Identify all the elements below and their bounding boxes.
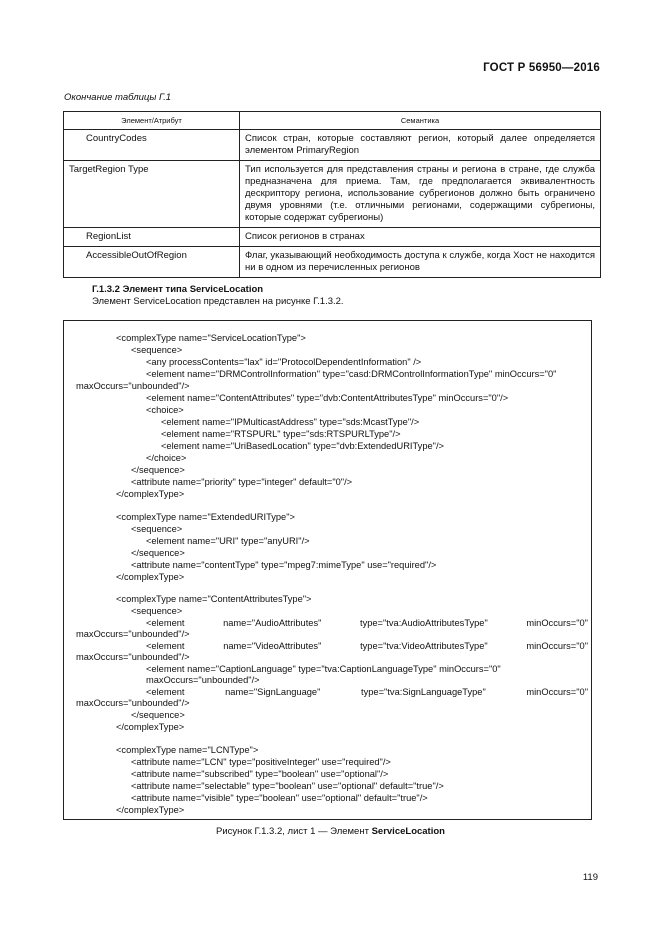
code-line: <attribute name="visible" type="boolean" use="optional" default="true"/>: [131, 793, 428, 803]
table-row: [64, 247, 601, 278]
code-token: <element: [146, 618, 185, 628]
code-line: </complexType>: [116, 722, 185, 732]
code-line: <complexType name="ServiceLocationType">: [116, 333, 306, 343]
table-row: [64, 130, 601, 161]
table-row: [64, 161, 601, 228]
code-line: <complexType name="ExtendedURIType">: [116, 512, 295, 522]
semantics-cell: Список стран, которые составляют регион, который далее определяется элементом PrimaryRegion: [240, 130, 601, 161]
page-number: 119: [582, 872, 598, 883]
code-line: [146, 686, 588, 698]
code-line: <element name="UriBasedLocation" type="dvb:ExtendedURIType"/>: [161, 441, 444, 451]
table-caption: Окончание таблицы Г.1: [64, 92, 172, 103]
figure-caption-element: ServiceLocation: [371, 826, 445, 837]
code-line: [146, 640, 588, 652]
element-name-cell: CountryCodes: [64, 130, 240, 161]
section-body: Элемент ServiceLocation представлен на рисунке Г.1.3.2.: [92, 296, 344, 307]
code-token: type="tva:SignLanguageType": [361, 687, 486, 697]
section-heading: Г.1.3.2 Элемент типа ServiceLocation: [92, 284, 264, 295]
code-line: </complexType>: [116, 805, 185, 815]
code-line: <element name="RTSPURL" type="sds:RTSPURLType"/>: [161, 429, 401, 439]
code-line: maxOccurs="unbounded"/>: [146, 675, 260, 685]
code-line: <attribute name="priority" type="integer" default="0"/>: [131, 477, 353, 487]
column-header-semantics: Семантика: [240, 112, 601, 130]
code-line: <element name="CaptionLanguage" type="tva:CaptionLanguageType" minOccurs="0": [146, 664, 501, 674]
code-token: minOccurs="0": [526, 618, 588, 628]
semantics-cell: Список регионов в странах: [240, 228, 601, 247]
code-line: maxOccurs="unbounded"/>: [76, 629, 190, 639]
element-name-cell: TargetRegion Type: [64, 161, 240, 228]
code-line: <complexType name="ContentAttributesType">: [116, 594, 312, 604]
semantics-cell: Тип используется для представления страны и региона в стране, где служба предназначена для приема. Там, где предполагается эквивалентность дескриптору региона, использование субрегионов должно быть ограничено двумя уровнями (т.е. отличными регионами, содержащими субрегионы, которые содержат субрегионы): [240, 161, 601, 228]
code-line: <choice>: [146, 405, 184, 415]
code-line: <element name="IPMulticastAddress" type="sds:McastType"/>: [161, 417, 420, 427]
code-token: minOccurs="0": [526, 687, 588, 697]
code-line: <sequence>: [131, 524, 183, 534]
code-line: <element name="DRMControlInformation" type="casd:DRMControlInformationType" minOccurs="0": [146, 369, 557, 379]
code-line: <attribute name="LCN" type="positiveInteger" use="required"/>: [131, 757, 391, 767]
code-line: </complexType>: [116, 572, 185, 582]
code-line: <sequence>: [131, 606, 183, 616]
code-listing-frame: [63, 320, 592, 820]
code-line: <any processContents="lax" id="ProtocolDependentInformation" />: [146, 357, 422, 367]
code-line: [146, 617, 588, 629]
figure-caption: [0, 826, 661, 837]
code-token: <element: [146, 687, 185, 697]
code-line: <attribute name="subscribed" type="boolean" use="optional"/>: [131, 769, 389, 779]
semantics-table: [63, 111, 601, 278]
code-line: maxOccurs="unbounded"/>: [76, 381, 190, 391]
table-row: [64, 228, 601, 247]
code-line: <complexType name="LCNType">: [116, 745, 259, 755]
element-name-cell: AccessibleOutOfRegion: [64, 247, 240, 278]
code-line: </sequence>: [131, 548, 185, 558]
code-token: name="AudioAttributes": [223, 618, 322, 628]
table-header-row: [64, 112, 601, 130]
code-line: </complexType>: [116, 489, 185, 499]
code-line: maxOccurs="unbounded"/>: [76, 698, 190, 708]
code-token: type="tva:AudioAttributesType": [359, 618, 488, 628]
code-token: type="tva:VideoAttributesType": [360, 641, 488, 651]
code-line: </sequence>: [131, 465, 185, 475]
code-line: maxOccurs="unbounded"/>: [76, 652, 190, 662]
figure-caption-prefix: Рисунок Г.1.3.2, лист 1 — Элемент: [216, 826, 372, 837]
code-token: <element: [146, 641, 185, 651]
document-header: ГОСТ Р 56950—2016: [483, 62, 600, 74]
code-token: minOccurs="0": [526, 641, 588, 651]
code-line: <element name="URI" type="anyURI"/>: [146, 536, 310, 546]
code-line: <attribute name="selectable" type="boolean" use="optional" default="true"/>: [131, 781, 444, 791]
code-token: name="VideoAttributes": [223, 641, 322, 651]
code-line: <attribute name="contentType" type="mpeg7:mimeType" use="required"/>: [131, 560, 437, 570]
code-line: <sequence>: [131, 345, 183, 355]
element-name-cell: RegionList: [64, 228, 240, 247]
column-header-element: Элемент/Атрибут: [64, 112, 240, 130]
code-line: </choice>: [146, 453, 187, 463]
semantics-cell: Флаг, указывающий необходимость доступа к службе, когда Хост не находится ни в одном из перечисленных регионов: [240, 247, 601, 278]
code-token: name="SignLanguage": [225, 687, 321, 697]
code-line: <element name="ContentAttributes" type="dvb:ContentAttributesType" minOccurs="0"/>: [146, 393, 509, 403]
code-line: </sequence>: [131, 710, 185, 720]
